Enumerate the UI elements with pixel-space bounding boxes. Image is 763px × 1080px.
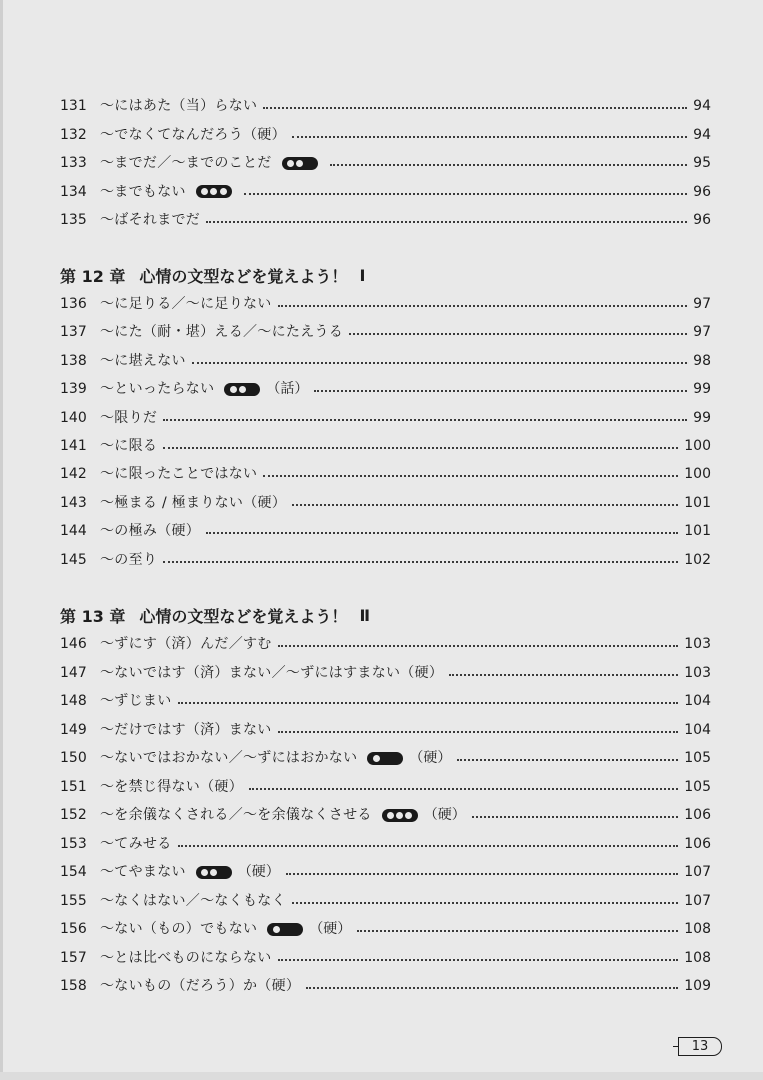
entry-title: ～を余儀なくされる／～を余儀なくさせる <box>100 807 372 823</box>
entry-register: （硬） <box>237 864 280 880</box>
entry-page: 105 <box>684 778 711 795</box>
level-dot-icon <box>201 188 208 195</box>
entry-title: ～ずじまい <box>100 693 172 709</box>
dot-leader <box>330 164 688 166</box>
level-dot-icon <box>201 869 208 876</box>
toc-entry <box>60 406 711 430</box>
level-dot-icon <box>373 755 380 762</box>
dot-leader <box>349 333 687 335</box>
toc-entry <box>60 860 711 884</box>
entry-title: ～の極み（硬） <box>100 523 201 540</box>
entry-title: ～なくはない／～なくもなく <box>100 892 286 909</box>
entry-number: 147 <box>60 664 87 681</box>
toc-entry <box>60 746 711 770</box>
entry-page: 105 <box>684 750 711 766</box>
level-dot-icon <box>220 188 227 195</box>
dot-leader <box>314 390 687 392</box>
toc-entry <box>60 292 711 316</box>
toc-entry <box>60 632 711 656</box>
level-dot-icon <box>239 386 246 393</box>
toc-entry <box>60 548 711 572</box>
entry-title: ～でなくてなんだろう（硬） <box>100 126 286 143</box>
entry-title: ～ばそれまでだ <box>100 212 201 228</box>
toc-entry <box>60 889 711 913</box>
entry-number: 154 <box>60 864 87 880</box>
entry-page: 99 <box>693 381 711 398</box>
entry-page: 109 <box>684 978 711 994</box>
entry-number: 133 <box>60 155 87 171</box>
entry-title: ～といったらない <box>100 381 215 398</box>
entry-page: 102 <box>684 551 711 568</box>
dot-leader <box>306 987 678 989</box>
toc-entry <box>60 94 711 118</box>
entry-page: 106 <box>684 807 711 823</box>
dot-leader <box>263 107 687 109</box>
entry-title: ～までだ／～までのことだ <box>100 155 272 171</box>
entry-title: ～だけではす（済）まない <box>100 721 272 738</box>
level-badge-icon <box>367 752 403 765</box>
entry-number: 150 <box>60 750 87 766</box>
dot-leader <box>278 645 679 647</box>
toc-entry <box>60 661 711 685</box>
dot-leader <box>178 845 679 847</box>
chapter-title: 心情の文型などを覚えよう！ <box>139 266 348 286</box>
toc-entry <box>60 462 711 486</box>
toc-entry <box>60 974 711 998</box>
page-bottom-edge <box>0 1072 763 1080</box>
entry-number: 135 <box>60 212 87 228</box>
entry-page: 94 <box>693 98 711 114</box>
toc-entry <box>60 377 711 401</box>
entry-title: ～ずにす（済）んだ／すむ <box>100 636 272 652</box>
entry-page: 108 <box>684 949 711 966</box>
entry-page: 107 <box>684 892 711 909</box>
entry-title: ～てやまない <box>100 864 186 880</box>
entry-page: 99 <box>693 409 711 426</box>
entry-page: 108 <box>684 921 711 937</box>
entry-number: 144 <box>60 523 87 540</box>
entry-register: （話） <box>266 381 309 398</box>
dot-leader <box>263 475 678 477</box>
entry-title: ～までもない <box>100 183 186 200</box>
entry-page: 106 <box>684 835 711 852</box>
toc-entry <box>60 689 711 713</box>
toc-entry <box>60 320 711 344</box>
dot-leader <box>206 221 687 223</box>
entry-register: （硬） <box>423 807 466 823</box>
entry-number: 132 <box>60 126 87 143</box>
chapter-12-heading <box>60 262 365 288</box>
level-badge-icon <box>224 383 260 396</box>
entry-page: 94 <box>693 126 711 143</box>
entry-number: 158 <box>60 978 87 994</box>
entry-title: ～の至り <box>100 551 158 568</box>
dot-leader <box>457 759 678 761</box>
entry-title: ～限りだ <box>100 409 158 426</box>
entry-number: 137 <box>60 324 87 341</box>
entry-number: 134 <box>60 183 87 200</box>
level-dot-icon <box>387 812 394 819</box>
dot-leader <box>178 702 679 704</box>
dot-leader <box>292 902 678 904</box>
level-badge-icon <box>196 866 232 879</box>
entry-number: 131 <box>60 98 87 114</box>
entry-page: 101 <box>684 494 711 511</box>
level-dot-icon <box>296 160 303 167</box>
entry-title: ～てみせる <box>100 835 172 852</box>
toc-entry <box>60 123 711 147</box>
chapter-roman: Ⅱ <box>359 605 370 625</box>
entry-number: 140 <box>60 409 87 426</box>
dot-leader <box>206 532 678 534</box>
chapter-title: 心情の文型などを覚えよう！ <box>139 606 348 626</box>
chapter-roman: Ⅰ <box>359 265 366 285</box>
level-badge-icon <box>382 809 418 822</box>
entry-page: 100 <box>684 466 711 483</box>
dot-leader <box>292 136 687 138</box>
entry-number: 153 <box>60 835 87 852</box>
dot-leader <box>472 816 679 818</box>
level-badge-icon <box>196 185 232 198</box>
entry-number: 145 <box>60 551 87 568</box>
entry-title: ～ないではおかない／～ずにはおかない <box>100 750 358 766</box>
level-dot-icon <box>210 188 217 195</box>
entry-number: 149 <box>60 721 87 738</box>
toc-entry <box>60 917 711 941</box>
entry-number: 143 <box>60 494 87 511</box>
entry-number: 142 <box>60 466 87 483</box>
entry-page: 97 <box>693 324 711 341</box>
entry-number: 155 <box>60 892 87 909</box>
toc-entry <box>60 718 711 742</box>
toc-entry <box>60 803 711 827</box>
dot-leader <box>244 193 687 195</box>
entry-number: 141 <box>60 438 87 454</box>
entry-register: （硬） <box>309 921 352 937</box>
dot-leader <box>292 504 678 506</box>
entry-page: 98 <box>693 352 711 369</box>
entry-title: ～ないではす（済）まない／～ずにはすまない（硬） <box>100 664 444 681</box>
dot-leader <box>449 674 678 676</box>
entry-page: 97 <box>693 296 711 312</box>
entry-number: 139 <box>60 381 87 398</box>
entry-number: 156 <box>60 921 87 937</box>
entry-page: 95 <box>693 155 711 171</box>
dot-leader <box>192 362 687 364</box>
level-dot-icon <box>230 386 237 393</box>
level-dot-icon <box>405 812 412 819</box>
entry-title: ～にた（耐・堪）える／～にたえうる <box>100 324 344 341</box>
entry-page: 96 <box>693 183 711 200</box>
dot-leader <box>278 731 679 733</box>
entry-number: 148 <box>60 693 87 709</box>
toc-entry <box>60 208 711 232</box>
page-number-label: 13 <box>691 1039 709 1054</box>
entry-number: 152 <box>60 807 87 823</box>
entry-title: ～極まる / 極まりない（硬） <box>100 494 287 511</box>
dot-leader <box>357 930 678 932</box>
toc-entry <box>60 491 711 515</box>
toc-entry <box>60 946 711 970</box>
dot-leader <box>278 305 688 307</box>
toc-entry <box>60 349 711 373</box>
dot-leader <box>163 419 687 421</box>
dot-leader <box>286 873 678 875</box>
entry-title: ～ないもの（だろう）か（硬） <box>100 978 301 994</box>
entry-title: ～を禁じ得ない（硬） <box>100 778 243 795</box>
toc-entry <box>60 775 711 799</box>
toc-entry <box>60 434 711 458</box>
page-edge <box>0 0 3 1080</box>
dot-leader <box>278 959 679 961</box>
entry-number: 157 <box>60 949 87 966</box>
level-badge-icon <box>267 923 303 936</box>
entry-title: ～に足りる／～に足りない <box>100 296 272 312</box>
entry-number: 146 <box>60 636 87 652</box>
entry-page: 100 <box>684 438 711 454</box>
toc-entry <box>60 151 711 175</box>
dot-leader <box>163 447 678 449</box>
entry-title: ～に限る <box>100 438 158 454</box>
toc-entry <box>60 180 711 204</box>
level-badge-icon <box>282 157 318 170</box>
entry-page: 104 <box>684 721 711 738</box>
entry-register: （硬） <box>409 750 452 766</box>
level-dot-icon <box>273 926 280 933</box>
entry-page: 103 <box>684 636 711 652</box>
entry-page: 104 <box>684 693 711 709</box>
entry-title: ～に限ったことではない <box>100 466 258 483</box>
level-dot-icon <box>396 812 403 819</box>
page-number <box>678 1037 722 1056</box>
toc-entry <box>60 832 711 856</box>
entry-title: ～ない（もの）でもない <box>100 921 258 937</box>
entry-page: 107 <box>684 864 711 880</box>
entry-page: 96 <box>693 212 711 228</box>
dot-leader <box>249 788 678 790</box>
entry-number: 138 <box>60 352 87 369</box>
entry-page: 103 <box>684 664 711 681</box>
entry-title: ～とは比べものにならない <box>100 949 272 966</box>
chapter-13-heading <box>60 602 370 628</box>
chapter-label: 第 12 章 <box>60 266 126 286</box>
entry-title: ～に堪えない <box>100 352 186 369</box>
entry-number: 136 <box>60 296 87 312</box>
entry-page: 101 <box>684 523 711 540</box>
dot-leader <box>163 561 678 563</box>
entry-title: ～にはあた（当）らない <box>100 98 258 114</box>
level-dot-icon <box>287 160 294 167</box>
entry-number: 151 <box>60 778 87 795</box>
chapter-label: 第 13 章 <box>60 606 126 626</box>
toc-entry <box>60 519 711 543</box>
level-dot-icon <box>210 869 217 876</box>
